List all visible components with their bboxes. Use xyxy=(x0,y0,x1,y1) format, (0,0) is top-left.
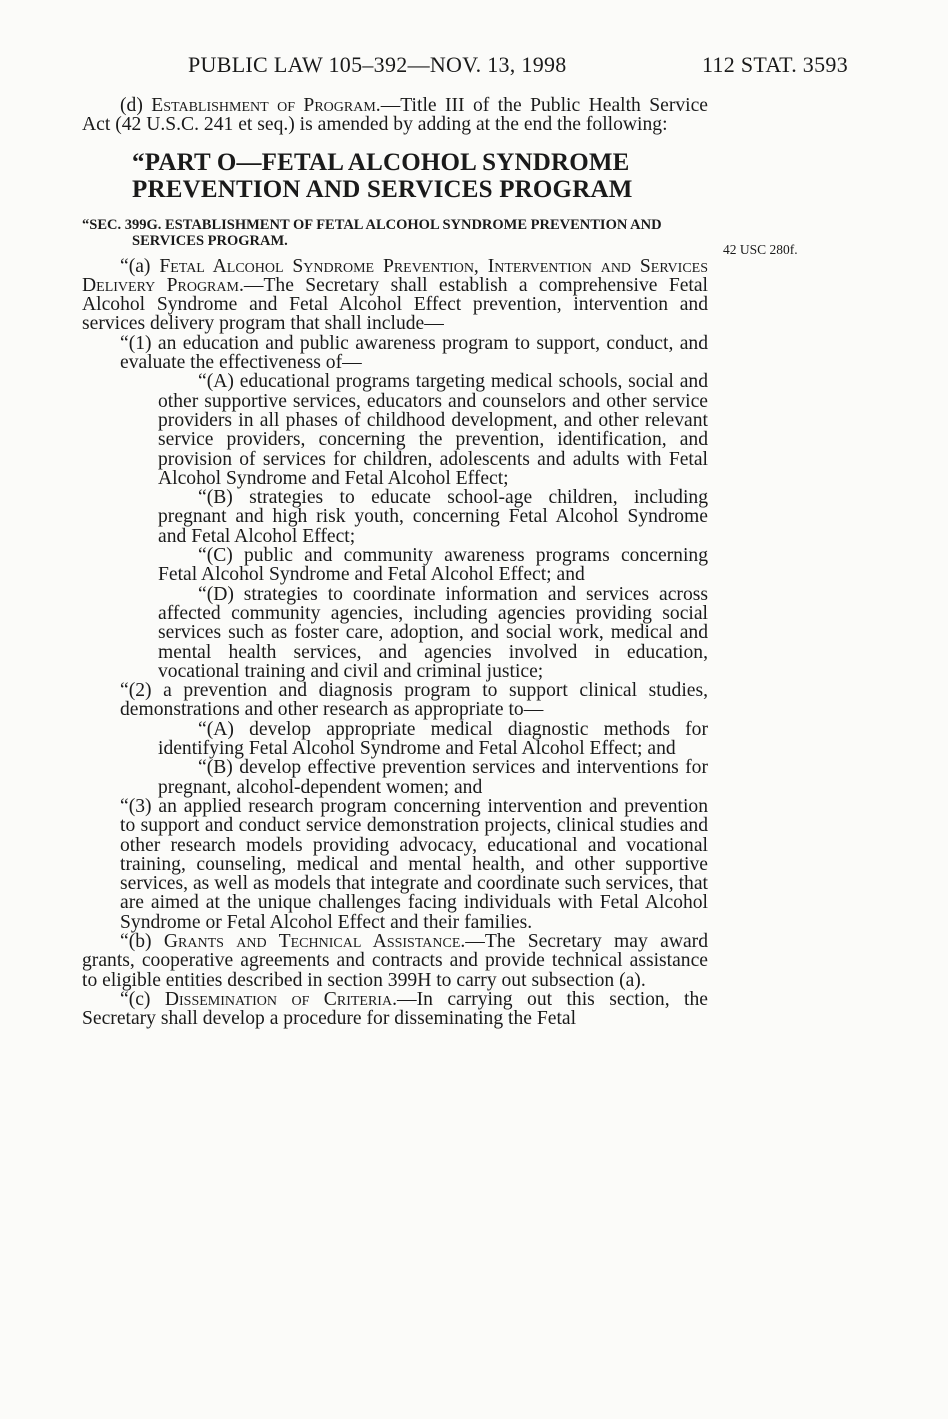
intro-text: —Title III of the Public Health Service Act (42 U.S.C. 241 et seq.) is amended by adding at the end the following: xyxy=(82,95,709,136)
part-title: “PART O—FETAL ALCOHOL SYNDROME PREVENTION AND SERVICES PROGRAM xyxy=(132,148,633,203)
subsection-b-label: “(b) xyxy=(120,930,164,952)
header-law-citation: PUBLIC LAW 105–392—NOV. 13, 1998 xyxy=(188,52,567,77)
subsection-a-text: —The Secretary shall establish a comprehensive Fetal Alcohol Syndrome and Fetal Alcohol Effect prevention, intervention and services delivery program that shall include— xyxy=(82,274,708,335)
margin-note-usc: 42 USC 280f. xyxy=(723,242,798,257)
paragraph-1-D: “(D) strategies to coordinate information and services across affected community agencies, including agencies providing social services such as foster care, adoption, and social work, medical and mental health services, and agencies involved in education, vocational training and civil and criminal justice; xyxy=(158,583,708,682)
subsection-c xyxy=(82,990,708,1029)
paragraph-2: “(2) a prevention and diagnosis program to support clinical studies, demonstrations and other research as appropriate to— xyxy=(120,680,708,721)
header-stat-page: 112 STAT. 3593 xyxy=(701,52,848,77)
subsection-a xyxy=(82,257,708,334)
subsection-b-text: —The Secretary may award grants, cooperative agreements and contracts and provide technical assistance to eligible entities described in section 399H to carry out subsection (a). xyxy=(82,930,708,991)
subsection-a-heading: Fetal Alcohol Syndrome Prevention, Intervention and Services Delivery Program. xyxy=(82,255,709,296)
intro-label: (d) xyxy=(120,95,152,116)
paragraph-1-C: “(C) public and community awareness programs concerning Fetal Alcohol Syndrome and Fetal Alcohol Effect; and xyxy=(158,545,708,586)
subsection-c-heading: Dissemination of Criteria. xyxy=(164,988,397,1010)
intro-heading: Establishment of Program. xyxy=(151,95,381,116)
paragraph-1: “(1) an education and public awareness program to support, conduct, and evaluate the effectiveness of— xyxy=(120,332,708,374)
paragraph-1-B: “(B) strategies to educate school-age children, including pregnant and high risk youth, concerning Fetal Alcohol Syndrome and Fetal Alcohol Effect; xyxy=(158,487,708,547)
section-heading: “SEC. 399G. ESTABLISHMENT OF FETAL ALCOHOL SYNDROME PREVENTION AND SERVICES PROGRAM. xyxy=(82,216,662,249)
paragraph-1-A: “(A) educational programs targeting medical schools, social and other supportive services, educators and counselors and other service providers in all phases of childhood development, and other relevant service providers, concerning the prevention, identification, and provision of services for children, adolescents and adults with Fetal Alcohol Syndrome and Fetal Alcohol Effect; xyxy=(158,371,708,489)
paragraph-3: “(3) an applied research program concerning intervention and prevention to support and conduct service demonstration projects, clinical studies and other research models providing advocacy, educational and vocational training, counseling, medical and mental health, and other supportive services, as well as models that integrate and coordinate such services, that are aimed at the unique challenges facing individuals with Fetal Alcohol Syndrome or Fetal Alcohol Effect and their families. xyxy=(120,795,708,933)
subsection-a-label: “(a) xyxy=(120,255,160,277)
paragraph-2-A: “(A) develop appropriate medical diagnostic methods for identifying Fetal Alcohol Syndrome and Fetal Alcohol Effect; and xyxy=(158,718,708,760)
intro-paragraph xyxy=(82,96,708,135)
subsection-b xyxy=(82,932,708,990)
subsection-b-heading: Grants and Technical Assistance. xyxy=(163,930,466,952)
paragraph-2-B: “(B) develop effective prevention services and interventions for pregnant, alcohol-dependent women; and xyxy=(158,757,708,798)
subsection-c-label: “(c) xyxy=(120,988,165,1010)
subsection-c-text: —In carrying out this section, the Secretary shall develop a procedure for disseminating the Fetal xyxy=(82,988,708,1030)
document-body xyxy=(82,96,708,1028)
